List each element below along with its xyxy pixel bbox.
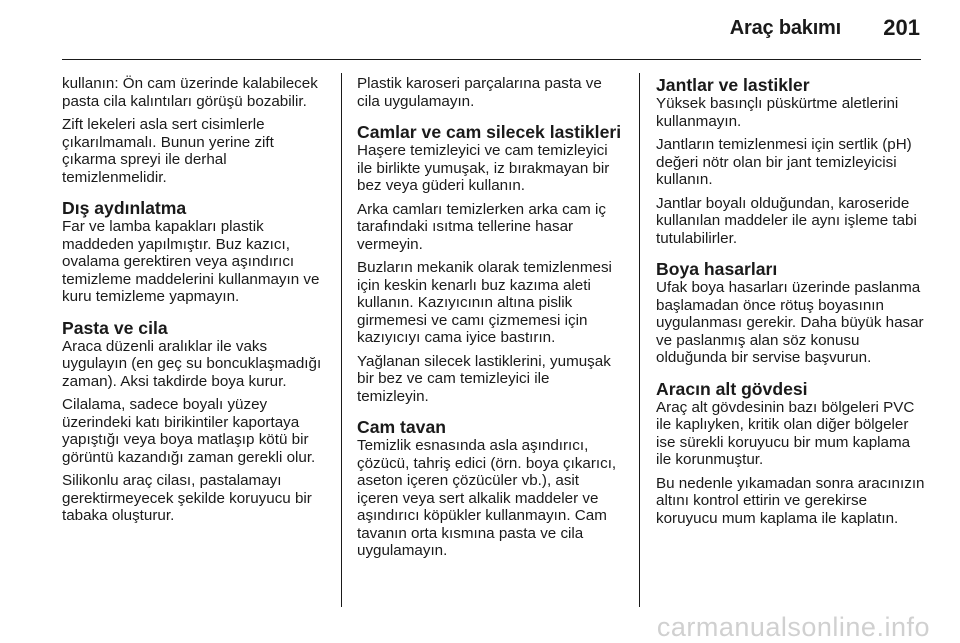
- paragraph: Arka camları temizlerken arka cam iç tarafındaki ısıtma tellerine hasar vermeyin.: [357, 200, 606, 253]
- watermark: carmanualsonline.info: [656, 612, 930, 642]
- paragraph: Yağlanan silecek lastiklerini, yumuşak bir bez ve cam temizleyici ile temizleyin.: [357, 352, 611, 405]
- section-heading-paint-damage: Boya hasarları: [656, 259, 778, 279]
- paragraph: kullanın: Ön cam üzerinde kalabilecek pasta cila kalıntıları görüşü bozabilir.: [62, 75, 318, 110]
- paragraph: Araca düzenli aralıklar ile vaks uygulayın (en geç su boncuklaşmadığı zaman). Aksi takdirde boya kurur.: [62, 337, 322, 390]
- section-heading-polish-and-wax: Pasta ve cila: [62, 317, 168, 338]
- paragraph: Plastik karoseri parçalarına pasta ve cila uygulamayın.: [357, 75, 602, 110]
- paragraph: Temizlik esnasında asla aşındırıcı, çözücü, tahriş edici (örn. boya çıkarıcı, aseton içeren çözücüler vb.), asit içeren veya sert alkalik maddeler ve aşındırıcı köpükler kullanmayın. Cam tavanın orta kısmına pasta ve cila uygulamayın.: [357, 437, 617, 559]
- page-number: 201: [883, 15, 920, 40]
- column-divider: [639, 73, 640, 607]
- section-heading-exterior-lighting: Dış aydınlatma: [62, 198, 187, 218]
- paragraph: Haşere temizleyici ve cam temizleyici ile birlikte yumuşak, iz bırakmayan bir bez veya güderi kullanın.: [357, 142, 610, 194]
- column-divider: [341, 73, 342, 607]
- paragraph: Jantların temizlenmesi için sertlik (pH) değeri nötr olan bir jant temizleyicisi kullanın.: [656, 136, 912, 188]
- section-heading-wheels-and-tyres: Jantlar ve lastikler: [656, 75, 810, 95]
- paragraph: Silikonlu araç cilası, pastalamayı gerektirmeyecek şekilde koruyucu bir tabaka oluşturur.: [62, 472, 312, 524]
- chapter-title: Araç bakımı: [729, 17, 841, 39]
- page-header: [0, 0, 960, 60]
- paragraph: Cilalama, sadece boyalı yüzey üzerindeki katı birikintiler kaportaya yapıştığı veya boya matlaşıp kötü bir görüntü kazandığı zaman gerekli olur.: [62, 396, 316, 466]
- section-heading-sunroof: Cam tavan: [357, 417, 446, 437]
- column-1: [62, 75, 328, 531]
- column-3: [656, 75, 926, 533]
- column-2: [357, 75, 623, 566]
- header-divider: [62, 59, 921, 60]
- paragraph: Araç alt gövdesinin bazı bölgeleri PVC ile kaplıyken, kritik olan diğer bölgeler ise sürekli koruyucu bir mum kaplama ile korunmuştur.: [656, 398, 915, 468]
- paragraph: Zift lekeleri asla sert cisimlerle çıkarılmamalı. Bunun yerine zift çıkarma spreyi ile derhal temizlenmelidir.: [62, 116, 274, 186]
- section-heading-windows-and-wipers: Camlar ve cam silecek lastikleri: [357, 122, 622, 142]
- paragraph: Bu nedenle yıkamadan sonra aracınızın altını kontrol ettirin ve gerekirse koruyucu mum kaplama ile kaplatın.: [656, 474, 925, 527]
- paragraph: Yüksek basınçlı püskürtme aletlerini kullanmayın.: [656, 95, 899, 130]
- section-heading-underbody: Aracın alt gövdesi: [656, 378, 808, 399]
- paragraph: Jantlar boyalı olduğundan, karoseride kullanılan maddeler ile aynı işleme tabi tutulabilirler.: [656, 194, 917, 247]
- paragraph: Far ve lamba kapakları plastik maddeden yapılmıştır. Buz kazıcı, ovalama gerektiren veya aşındırıcı temizleme maddelerini kullanmayın ve kuru temizleme yapmayın.: [62, 218, 320, 305]
- paragraph: Ufak boya hasarları üzerinde paslanma başlamadan önce rötuş boyasının uygulanması gerekir. Daha büyük hasar ve paslanmış alan söz konusu olduğunda bir servise başvurun.: [656, 279, 924, 366]
- paragraph: Buzların mekanik olarak temizlenmesi için keskin kenarlı buz kazıma aleti kullanın. Kazıyıcının altına pislik girmemesi ve camı çizmemesi için kazıyıcıyı cama iyice bastırın.: [357, 259, 612, 346]
